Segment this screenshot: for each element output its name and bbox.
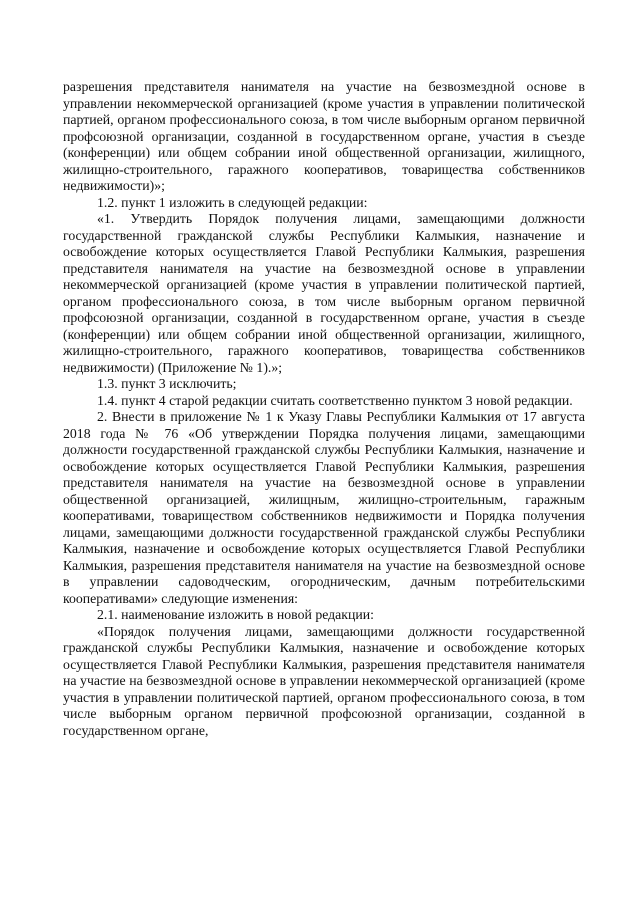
paragraph-quoted-item-1: «1. Утвердить Порядок получения лицами, замещающими должности государственной гражданской службы Республики Калмыкия, назначение и освобождение которых осуществляется Главой Республики Калмыкия, разрешения представителя нанимателя на участие на безвозмездной основе в управлении некоммерческой организацией (кроме участия в управлении политической партией, органом профессионального союза, в том числе выборным органом первичной профсоюзной организации, созданной в государственном органе, участия в съезде (конференции) или общем собрании иной общественной организации, жилищного, жилищно-строительного, гаражного кооперативов, товарищества собственников недвижимости) (Приложение № 1).»; xyxy=(63,211,585,375)
paragraph-1-4: 1.4. пункт 4 старой редакции считать соответственно пунктом 3 новой редакции. xyxy=(97,392,573,408)
paragraph-2-1: 2.1. наименование изложить в новой редакции: xyxy=(97,607,374,622)
paragraph-2: 2. Внести в приложение № 1 к Указу Главы Республики Калмыкия от 17 августа 2018 года № 76 «Об утверждении Порядка получения лицами, замещающими должности государственной гражданской службы Республики Калмыкия, назначение и освобождение которых осуществляется Главой Республики Калмыкия, разрешения представителя нанимателя на участие на безвозмездной основе в управлении общественной организацией, жилищным, жилищно-строительным, гаражным кооперативами, товариществом собственников недвижимости и Порядка получения лицами, замещающими должности государственной гражданской службы Республики Калмыкия, назначение и освобождение которых осуществляется Главой Республики Калмыкия, разрешения представителя нанимателя на участие на безвозмездной основе в управлении садоводческим, огородническим, дачным потребительскими кооперативами» следующие изменения: xyxy=(63,409,585,606)
paragraph-continuation: разрешения представителя нанимателя на участие на безвозмездной основе в управлении некоммерческой организацией (кроме участия в управлении политической партией, органом профессионального союза, в том числе выборным органом первичной профсоюзной организации, созданной в государственном органе, участия в съезде (конференции) или общем собрании иной общественной организации, жилищного, жилищно-строительного, гаражного кооперативов, товарищества собственников недвижимости)»; xyxy=(63,79,585,193)
paragraph-1-2: 1.2. пункт 1 изложить в следующей редакции: xyxy=(97,194,368,210)
paragraph-quoted-title: «Порядок получения лицами, замещающими должности государственной гражданской службы Республики Калмыкия, назначение и освобождение которых осуществляется Главой Республики Калмыкия, разрешения представителя нанимателя на участие на безвозмездной основе в управлении некоммерческой организацией (кроме участия в управлении политической партией, органом профессионального союза, в том числе выборным органом первичной профсоюзной организации, созданной в государственном органе, xyxy=(63,623,585,738)
paragraph-1-3: 1.3. пункт 3 исключить; xyxy=(97,376,237,391)
document-body xyxy=(63,79,585,739)
